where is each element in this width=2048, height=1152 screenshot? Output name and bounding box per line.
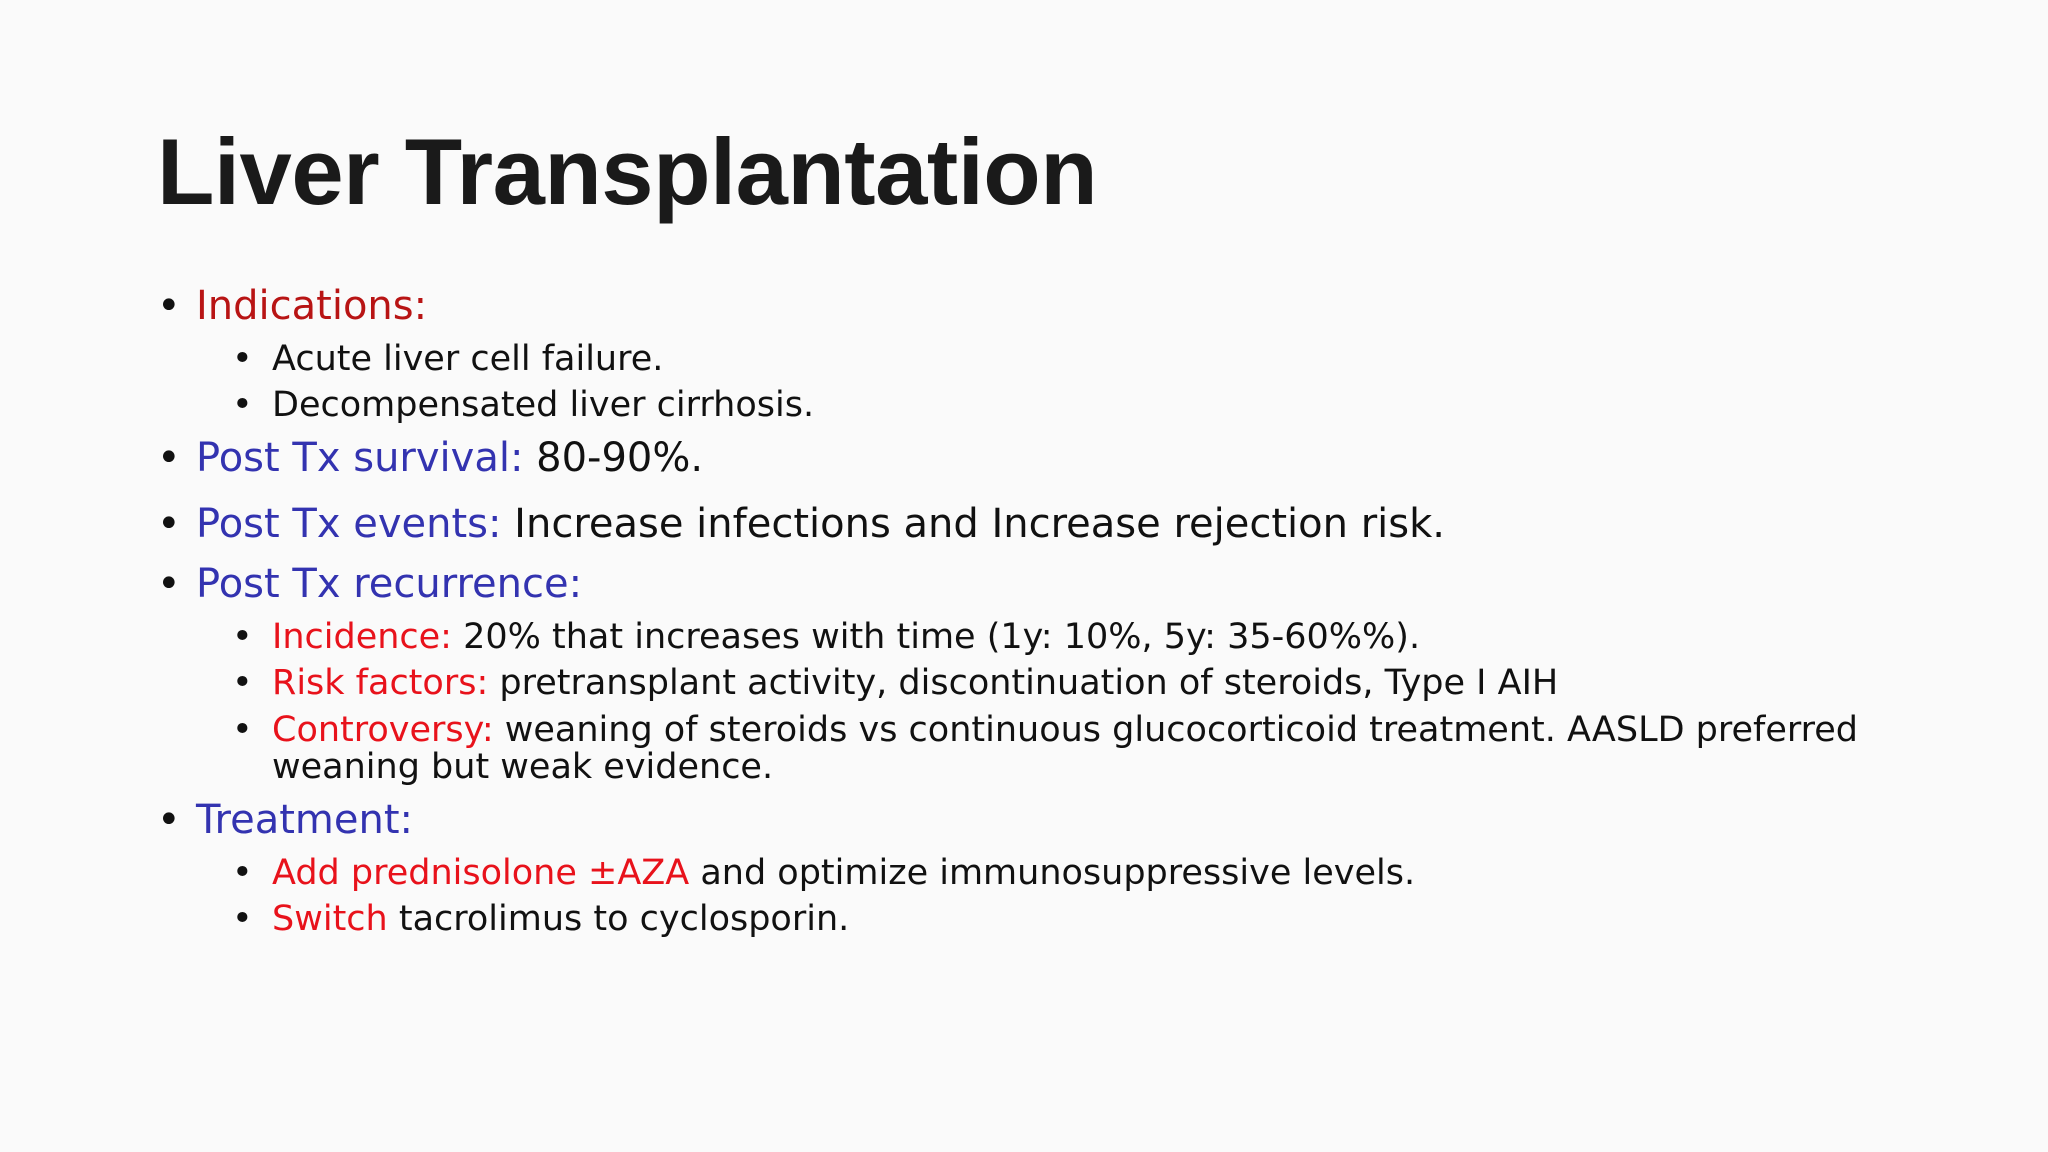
treatment-item2-label: Switch (272, 899, 388, 939)
indication-text: Acute liver cell failure. (272, 339, 664, 379)
treatment-item1-value: and optimize immunosuppressive levels. (689, 853, 1416, 893)
risk-factors-label: Risk factors: (272, 663, 489, 703)
risk-factors-value: pretransplant activity, discontinuation of steroids, Type I AIH (488, 663, 1559, 703)
bullet-indications (157, 276, 1997, 336)
events-label: Post Tx events: (196, 501, 502, 547)
sub-bullet-controversy (232, 706, 1922, 790)
incidence-label: Incidence: (272, 617, 452, 657)
controversy-label: Controversy: (272, 710, 494, 750)
sub-bullet-treatment (232, 896, 1997, 942)
sub-bullet-incidence (232, 614, 1997, 660)
slide-content (157, 276, 1997, 942)
indication-text: Decompensated liver cirrhosis. (272, 385, 815, 425)
bullet-treatment (157, 790, 1997, 850)
bullet-recurrence (157, 554, 1997, 614)
treatment-item1-label: Add prednisolone ±AZA (272, 853, 690, 893)
treatment-label: Treatment: (196, 797, 414, 843)
survival-value: 80-90%. (523, 435, 704, 481)
controversy-value: weaning of steroids vs continuous glucocorticoid treatment. AASLD preferred weaning but weak evidence. (272, 710, 1859, 787)
incidence-value: 20% that increases with time (1y: 10%, 5y: 35-60%%). (451, 617, 1421, 657)
sub-bullet-indication (232, 336, 1997, 382)
indications-label: Indications: (196, 283, 428, 329)
survival-label: Post Tx survival: (196, 435, 524, 481)
bullet-events (157, 494, 1997, 554)
events-value: Increase infections and Increase rejection risk. (501, 501, 1445, 547)
recurrence-label: Post Tx recurrence: (196, 561, 583, 607)
slide-title: Liver Transplantation (157, 119, 1098, 224)
bullet-survival (157, 428, 1997, 488)
treatment-item2-value: tacrolimus to cyclosporin. (387, 899, 850, 939)
sub-bullet-indication (232, 382, 1997, 428)
sub-bullet-treatment (232, 850, 1997, 896)
sub-bullet-risk-factors (232, 660, 1997, 706)
